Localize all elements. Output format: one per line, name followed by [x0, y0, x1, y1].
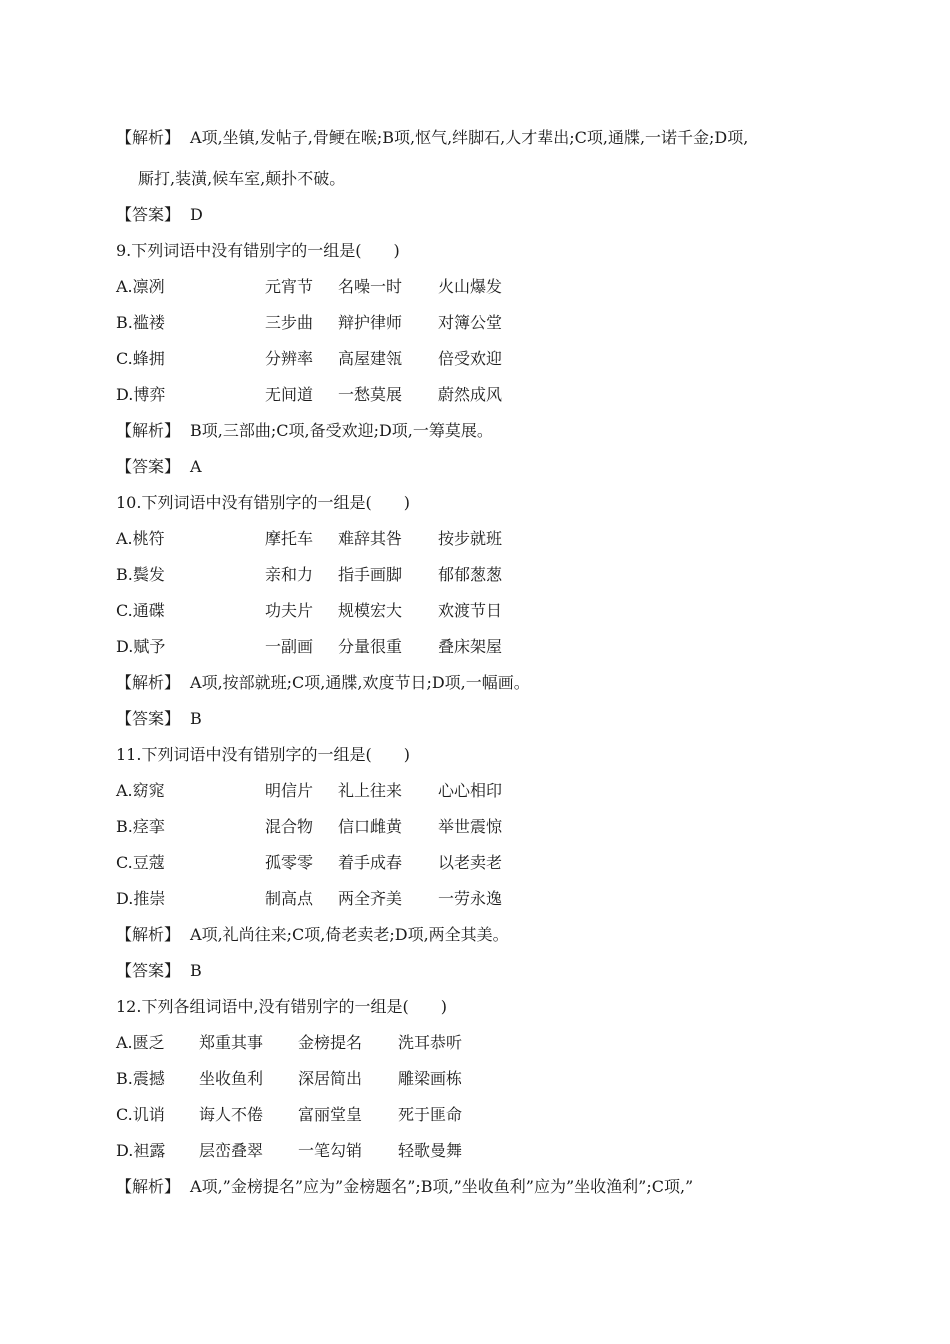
analysis-label: 【解析】	[116, 925, 181, 944]
option-label: C.豆蔻	[116, 853, 165, 872]
option-word: 分量很重	[338, 637, 403, 656]
analysis-text: A项,坐镇,发帖子,骨鲠在喉;B项,怄气,绊脚石,人才辈出;C项,通牒,一诺千金;D项,	[190, 128, 749, 147]
option-word: 三步曲	[265, 313, 314, 332]
option-word: 信口雌黄	[338, 817, 403, 836]
option-label: D.赋予	[116, 637, 166, 656]
option-word: 举世震惊	[438, 817, 503, 836]
option-label: C.蜂拥	[116, 349, 165, 368]
analysis-text: A项,礼尚往来;C项,倚老卖老;D项,两全其美。	[190, 925, 509, 944]
analysis-line	[116, 420, 493, 442]
question-stem: 10.下列词语中没有错别字的一组是( )	[116, 493, 410, 512]
question-stem: 11.下列词语中没有错别字的一组是( )	[116, 745, 410, 764]
analysis-text: A项,”金榜提名”应为”金榜题名”;B项,”坐收鱼利”应为”坐收渔利”;C项,”	[190, 1177, 694, 1196]
answer-label: 【答案】	[116, 961, 181, 980]
option-label: B.痉挛	[116, 817, 165, 836]
answer-line	[116, 456, 202, 478]
option-word: 叠床架屋	[438, 637, 503, 656]
option-word: 分辨率	[265, 349, 314, 368]
option-label: A.凛冽	[116, 277, 165, 296]
option-word: 混合物	[265, 817, 314, 836]
option-label: C.通碟	[116, 601, 165, 620]
answer-line	[116, 960, 202, 982]
option-label: B.褴褛	[116, 313, 165, 332]
option-word: 诲人不倦	[199, 1105, 264, 1124]
option-word: 轻歌曼舞	[398, 1141, 463, 1160]
option-word: 金榜提名	[298, 1033, 363, 1052]
option-word: 洗耳恭听	[398, 1033, 463, 1052]
analysis-continuation: 厮打,装潢,候车室,颠扑不破。	[138, 169, 346, 188]
analysis-line	[116, 924, 509, 946]
analysis-text: B项,三部曲;C项,备受欢迎;D项,一筹莫展。	[190, 421, 493, 440]
answer-label: 【答案】	[116, 709, 181, 728]
option-label: D.博弈	[116, 385, 166, 404]
analysis-label: 【解析】	[116, 1177, 181, 1196]
option-word: 功夫片	[265, 601, 314, 620]
option-word: 规模宏大	[338, 601, 403, 620]
answer-text: B	[190, 709, 202, 728]
option-label: B.震撼	[116, 1069, 165, 1088]
answer-text: B	[190, 961, 202, 980]
option-word: 辩护律师	[338, 313, 403, 332]
option-word: 一劳永逸	[438, 889, 503, 908]
answer-label: 【答案】	[116, 457, 181, 476]
option-word: 元宵节	[265, 277, 314, 296]
option-word: 明信片	[265, 781, 314, 800]
answer-text: A	[190, 457, 202, 476]
option-word: 难辞其咎	[338, 529, 403, 548]
option-label: A.匮乏	[116, 1033, 165, 1052]
analysis-label: 【解析】	[116, 673, 181, 692]
option-word: 蔚然成风	[438, 385, 503, 404]
option-word: 高屋建瓴	[338, 349, 403, 368]
option-word: 雕梁画栋	[398, 1069, 463, 1088]
option-word: 层峦叠翠	[199, 1141, 264, 1160]
option-word: 火山爆发	[438, 277, 503, 296]
option-word: 亲和力	[265, 565, 314, 584]
answer-line	[116, 204, 203, 226]
option-label: A.窈窕	[116, 781, 165, 800]
question-stem: 12.下列各组词语中,没有错别字的一组是( )	[116, 997, 448, 1016]
option-word: 一副画	[265, 637, 314, 656]
option-label: A.桃符	[116, 529, 165, 548]
analysis-label: 【解析】	[116, 421, 181, 440]
option-word: 死于匪命	[398, 1105, 463, 1124]
option-word: 无间道	[265, 385, 314, 404]
analysis-label: 【解析】	[116, 128, 181, 147]
option-word: 指手画脚	[338, 565, 403, 584]
option-word: 以老卖老	[438, 853, 503, 872]
option-word: 郑重其事	[199, 1033, 264, 1052]
option-word: 着手成春	[338, 853, 403, 872]
answer-text: D	[190, 205, 203, 224]
option-label: D.推崇	[116, 889, 166, 908]
option-word: 倍受欢迎	[438, 349, 503, 368]
option-word: 富丽堂皇	[298, 1105, 363, 1124]
option-word: 深居简出	[298, 1069, 363, 1088]
analysis-line	[116, 1176, 693, 1198]
analysis-line	[116, 672, 530, 694]
option-word: 一愁莫展	[338, 385, 403, 404]
option-word: 两全齐美	[338, 889, 403, 908]
analysis-text: A项,按部就班;C项,通牒,欢度节日;D项,一幅画。	[190, 673, 530, 692]
option-word: 一笔勾销	[298, 1141, 363, 1160]
option-label: D.袒露	[116, 1141, 166, 1160]
option-word: 制高点	[265, 889, 314, 908]
option-word: 名噪一时	[338, 277, 403, 296]
option-word: 孤零零	[265, 853, 314, 872]
option-label: C.讥诮	[116, 1105, 165, 1124]
option-label: B.鬓发	[116, 565, 165, 584]
option-word: 礼上往来	[338, 781, 403, 800]
analysis-line	[116, 127, 748, 149]
option-word: 欢渡节日	[438, 601, 503, 620]
option-word: 按步就班	[438, 529, 503, 548]
option-word: 郁郁葱葱	[438, 565, 503, 584]
option-word: 坐收鱼利	[199, 1069, 264, 1088]
option-word: 心心相印	[438, 781, 503, 800]
question-stem: 9.下列词语中没有错别字的一组是( )	[116, 241, 400, 260]
option-word: 对簿公堂	[438, 313, 503, 332]
answer-label: 【答案】	[116, 205, 181, 224]
option-word: 摩托车	[265, 529, 314, 548]
answer-line	[116, 708, 202, 730]
